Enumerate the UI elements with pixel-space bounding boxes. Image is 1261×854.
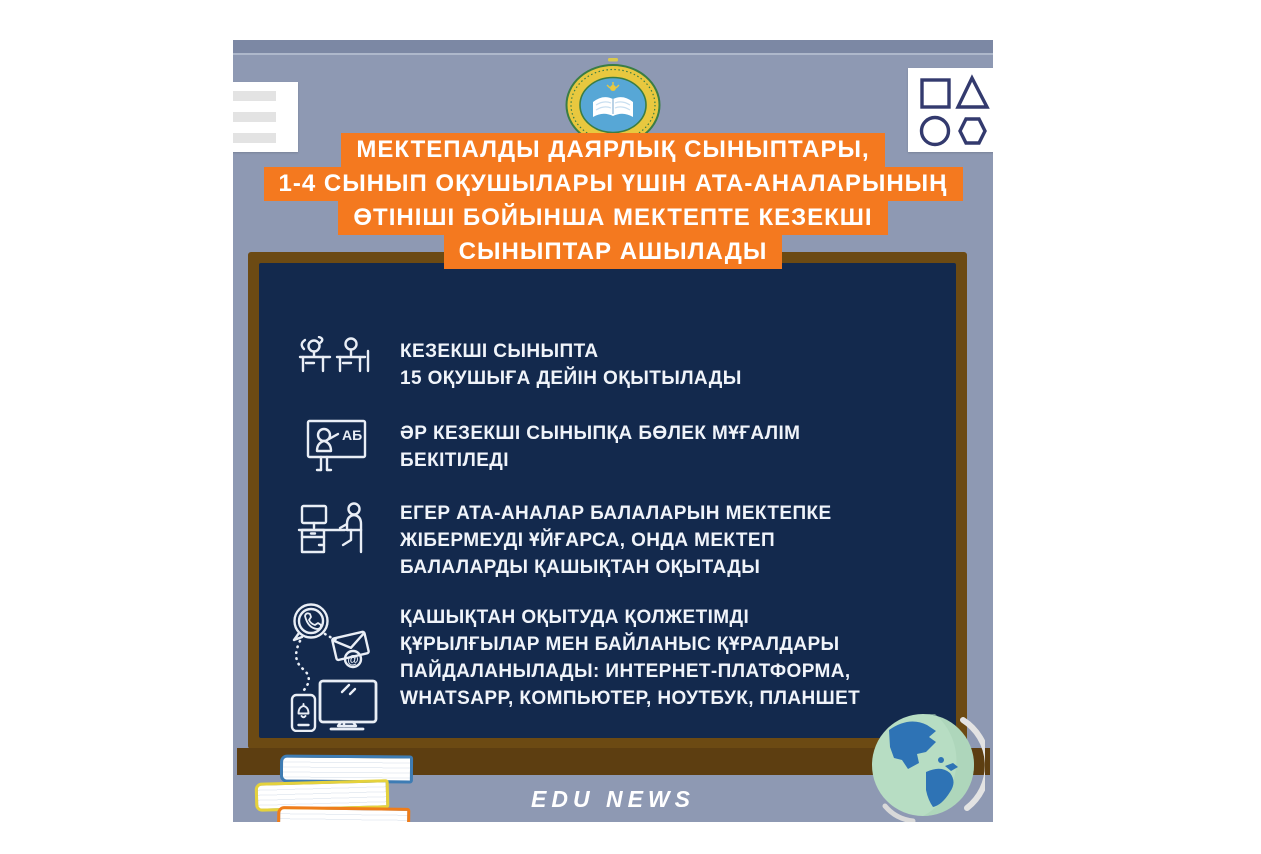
bullet-text-line: ҚАШЫҚТАН ОҚЫТУДА ҚОЛЖЕТІМДІ bbox=[400, 607, 750, 628]
title-line-3: ӨТІНІШІ БОЙЫНША МЕКТЕПТЕ КЕЗЕКШІ bbox=[338, 201, 887, 235]
hamburger-menu-icon bbox=[233, 112, 276, 122]
bullet-text-line: 15 ОҚУШЫҒА ДЕЙІН ОҚЫТЫЛАДЫ bbox=[400, 368, 742, 389]
bullet-text-line: БЕКІТІЛЕДІ bbox=[400, 450, 509, 471]
bullet-separate-teacher bbox=[284, 418, 933, 480]
communication-devices-icon bbox=[284, 598, 384, 732]
board-letters-label: АБ bbox=[342, 427, 363, 443]
book-blue bbox=[280, 755, 413, 784]
top-stripe bbox=[233, 40, 993, 55]
bullet-text-line: ҚҰРЫЛҒЫЛАР МЕН БАЙЛАНЫС ҚҰРАЛДАРЫ bbox=[400, 634, 840, 655]
teacher-at-board-icon bbox=[295, 418, 373, 480]
title-banner bbox=[233, 133, 993, 269]
hamburger-menu-icon bbox=[233, 91, 276, 101]
bullet-text-line: КЕЗЕКШІ СЫНЫПТА bbox=[400, 341, 599, 362]
at-sign-icon: @ bbox=[347, 654, 359, 667]
infographic-poster bbox=[233, 40, 993, 822]
triangle-icon bbox=[958, 78, 987, 107]
book-orange bbox=[277, 806, 411, 822]
bullet-text-line: ӘР КЕЗЕКШІ СЫНЫПҚА БӨЛЕК МҰҒАЛІМ bbox=[400, 423, 801, 444]
globe-icon bbox=[871, 708, 985, 822]
students-at-desks-icon bbox=[295, 336, 373, 390]
bullet-devices-and-tools bbox=[284, 598, 933, 732]
title-line-2: 1-4 СЫНЫП ОҚУШЫЛАРЫ ҮШІН АТА-АНАЛАРЫНЫҢ bbox=[264, 167, 963, 201]
bullet-text-line: ЖІБЕРМЕУДІ ҰЙҒАРСА, ОНДА МЕКТЕП bbox=[400, 530, 776, 551]
chalkboard bbox=[248, 252, 967, 749]
bullet-duty-class-size bbox=[284, 336, 933, 392]
bullet-text-line: ПАЙДАЛАНЫЛАДЫ: ИНТЕРНЕТ-ПЛАТФОРМА, bbox=[400, 661, 851, 682]
square-icon bbox=[922, 80, 949, 107]
footer-brand: EDU NEWS bbox=[531, 786, 695, 812]
bullet-distance-learning-option bbox=[284, 500, 933, 581]
bullet-text-line: БАЛАЛАРДЫ ҚАШЫҚТАН ОҚЫТАДЫ bbox=[400, 557, 761, 578]
person-at-computer-icon bbox=[297, 500, 371, 558]
bullet-text-line: ЕГЕР АТА-АНАЛАР БАЛАЛАРЫН МЕКТЕПКЕ bbox=[400, 503, 832, 524]
title-line-4: СЫНЫПТАР АШЫЛАДЫ bbox=[444, 235, 783, 269]
bullet-text-line: WHATSAPP, КОМПЬЮТЕР, НОУТБУК, ПЛАНШЕТ bbox=[400, 688, 861, 709]
title-line-1: МЕКТЕПАЛДЫ ДАЯРЛЫҚ СЫНЫПТАРЫ, bbox=[341, 133, 884, 167]
